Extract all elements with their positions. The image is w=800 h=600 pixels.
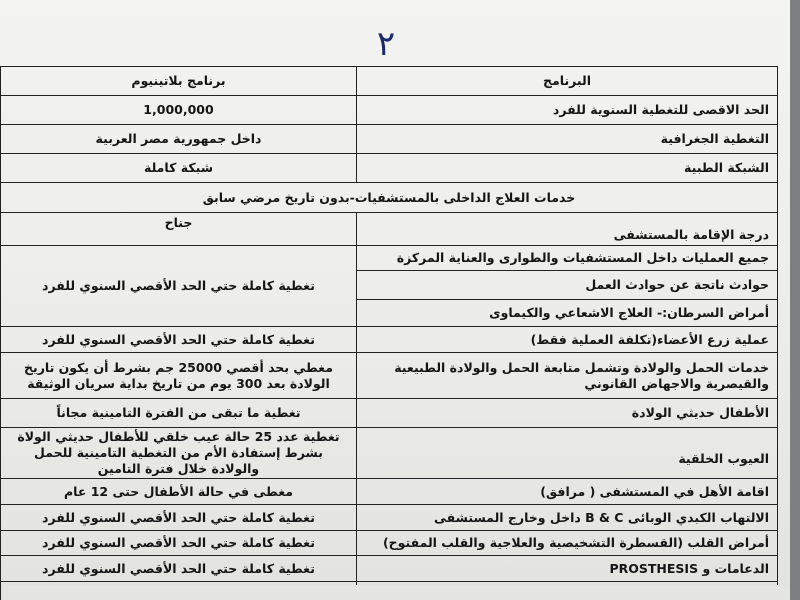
row-value: مغطى في حالة الأطفال حتى 12 عام (1, 479, 357, 505)
row-label: جميع العمليات داخل المستشفيات والطوارى والعناية المركزة (357, 246, 778, 271)
row-label: التغطية الجغرافية (357, 125, 778, 154)
table-row (1, 399, 778, 428)
table-row (1, 213, 778, 246)
row-value: شبكة كاملة (1, 154, 357, 183)
table-row (1, 246, 778, 271)
row-value: 1,000,000 (1, 96, 357, 125)
plan-column-header: برنامج بلاتينيوم (1, 67, 357, 96)
row-value: مغطي بحد أقصي 25000 جم بشرط أن يكون تاريخ الولادة بعد 300 يوم من تاريخ بداية سريان الوثيقة (1, 353, 357, 399)
row-value: تغطية كاملة حتي الحد الأقصي السنوي للفرد (1, 556, 357, 582)
table-row (1, 327, 778, 353)
table-row (1, 556, 778, 582)
table-row (1, 479, 778, 505)
row-value: تغطية كاملة حتي الحد الأقصي السنوي للفرد (1, 531, 357, 556)
row-value: تغطية عدد 25 حالة عيب خلقي للأطفال حديثي الولاة بشرط إستفادة الأم من التغطية التامينية للحمل والولادة خلال فترة التامين (1, 428, 357, 479)
table-header-row (1, 67, 778, 96)
row-value: تغطية ما تبقى من الفترة التامينية مجاناً (1, 399, 357, 428)
row-label: درجة الإقامة بالمستشفى (357, 213, 778, 246)
program-column-header: البرنامج (357, 67, 778, 96)
row-label: الدعامات و PROSTHESIS (357, 556, 778, 582)
next-page-edge (8, 585, 790, 600)
benefits-table (0, 66, 778, 600)
row-label: العيوب الخلقية (357, 428, 778, 479)
table-row (1, 428, 778, 479)
row-label: خدمات الحمل والولادة وتشمل متابعة الحمل والولادة الطبيعية والقيصرية والاجهاض القانوني (357, 353, 778, 399)
handwritten-page-number: ٢ (376, 24, 396, 64)
row-label: أمراض السرطان:- العلاج الاشعاعي والكيماوى (357, 300, 778, 327)
row-label: عملية زرع الأعضاء(تكلفة العملية فقط) (357, 327, 778, 353)
section-header-row (1, 183, 778, 213)
table-row (1, 96, 778, 125)
table-row (1, 353, 778, 399)
row-value: تغطية كاملة حتي الحد الأقصي السنوي للفرد (1, 505, 357, 531)
row-value: تغطية كاملة حتي الحد الأقصي السنوي للفرد (1, 327, 357, 353)
table-row (1, 125, 778, 154)
row-label: الالتهاب الكبدي الوبائى B & C داخل وخارج المستشفى (357, 505, 778, 531)
table-row (1, 531, 778, 556)
row-value: جناح (1, 213, 357, 246)
row-value: داخل جمهورية مصر العربية (1, 125, 357, 154)
row-value-merged: تغطية كاملة حتي الحد الأقصي السنوي للفرد (1, 246, 357, 327)
row-label: حوادث ناتجة عن حوادث العمل (357, 271, 778, 300)
row-label: أمراض القلب (القسطرة التشخيصية والعلاجية والقلب المفتوح) (357, 531, 778, 556)
row-label: الحد الاقصى للتغطية السنوية للفرد (357, 96, 778, 125)
row-label: الأطفال حديثي الولادة (357, 399, 778, 428)
table-row (1, 154, 778, 183)
section-title: خدمات العلاج الداخلى بالمستشفيات-بدون تاريخ مرضي سابق (1, 183, 778, 213)
row-label: الشبكة الطبية (357, 154, 778, 183)
row-label: اقامة الأهل في المستشفى ( مرافق) (357, 479, 778, 505)
table-row (1, 505, 778, 531)
